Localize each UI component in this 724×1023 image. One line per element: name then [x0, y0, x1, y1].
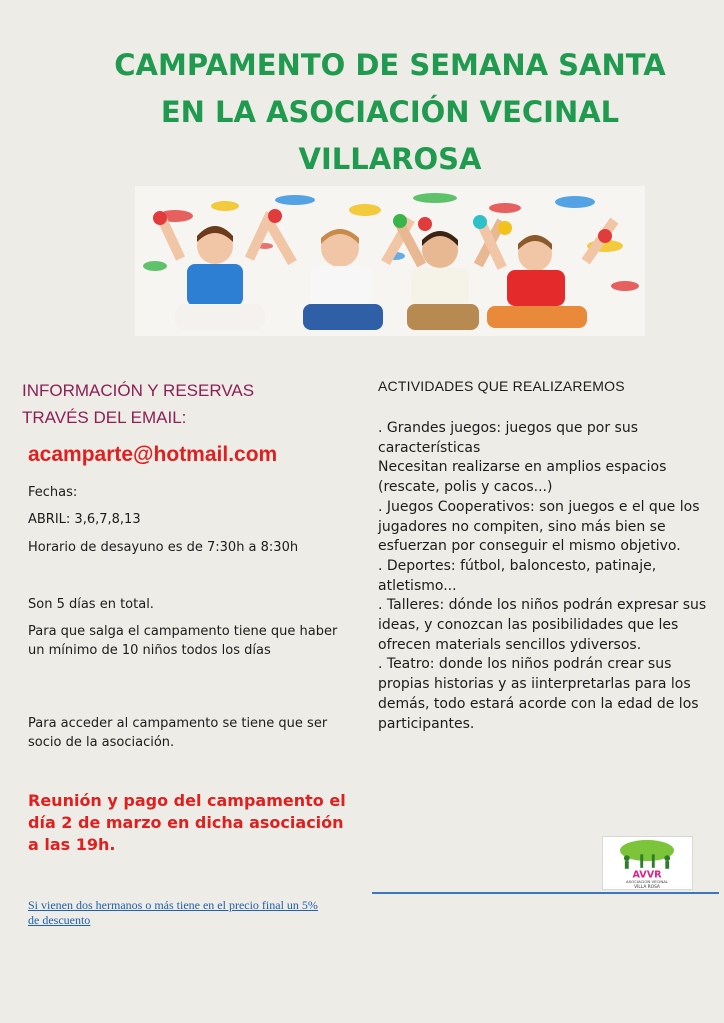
- info-heading-line-2: TRAVÉS DEL EMAIL:: [22, 408, 187, 427]
- association-logo: [602, 836, 693, 890]
- dates-value: ABRIL: 3,6,7,8,13: [28, 512, 141, 527]
- info-heading-line-1: INFORMACIÓN Y RESERVAS: [22, 381, 255, 400]
- activity-grandes-juegos-detail: Necesitan realizarse en amplios espacios (rescate, polis y cacos...): [378, 459, 667, 496]
- svg-text:AVVR: AVVR: [632, 869, 662, 881]
- sibling-discount-link[interactable]: Si vienen dos hermanos o más tiene en el precio final un 5% de descuento: [28, 898, 318, 927]
- total-days: Son 5 días en total.: [28, 597, 154, 612]
- svg-text:ASOCIACIÓN VECINAL: ASOCIACIÓN VECINAL: [626, 879, 668, 885]
- dates-label: Fechas:: [28, 485, 78, 500]
- membership-note: Para acceder al campamento se tiene que ser socio de la asociación.: [28, 716, 328, 750]
- activities-heading: ACTIVIDADES QUE REALIZAREMOS: [378, 378, 625, 394]
- svg-text:VILLA ROSA: VILLA ROSA: [634, 885, 660, 889]
- children-painted-hands-photo: [135, 186, 645, 336]
- activity-juegos-cooperativos: . Juegos Cooperativos: son juegos e el que los jugadores no compiten, sino más bien se esfuerzan por conseguir el mismo objetivo.: [378, 498, 700, 555]
- contact-email[interactable]: acamparte@hotmail.com: [28, 443, 278, 466]
- activity-grandes-juegos: . Grandes juegos: juegos que por sus características: [378, 420, 639, 456]
- activities-list: [378, 419, 718, 734]
- info-heading: [22, 377, 254, 431]
- title-line-1: CAMPAMENTO DE SEMANA SANTA: [114, 48, 666, 82]
- activity-talleres: . Talleres: dónde los niños podrán expresar sus ideas, y conozcan las posibilidades que les ofrecen materials sencillos ydiversos.: [378, 597, 707, 653]
- breakfast-schedule: Horario de desayuno es de 7:30h a 8:30h: [28, 540, 299, 555]
- title-line-2: EN LA ASOCIACIÓN VECINAL: [160, 95, 620, 129]
- title-line-3: VILLAROSA: [298, 142, 482, 176]
- activity-deportes: . Deportes: fútbol, baloncesto, patinaje, atletismo...: [378, 557, 657, 594]
- divider-line: [372, 892, 719, 894]
- page-title: [60, 42, 720, 183]
- minimum-children-note: Para que salga el campamento tiene que haber un mínimo de 10 niños todos los días: [28, 624, 338, 658]
- meeting-notice: Reunión y pago del campamento el día 2 de marzo en dicha asociación a las 19h.: [28, 791, 346, 854]
- activity-teatro: . Teatro: donde los niños podrán crear sus propias historias y as iinterpretarlas para los demás, todo estará acorde con la edad de los participantes.: [378, 656, 699, 732]
